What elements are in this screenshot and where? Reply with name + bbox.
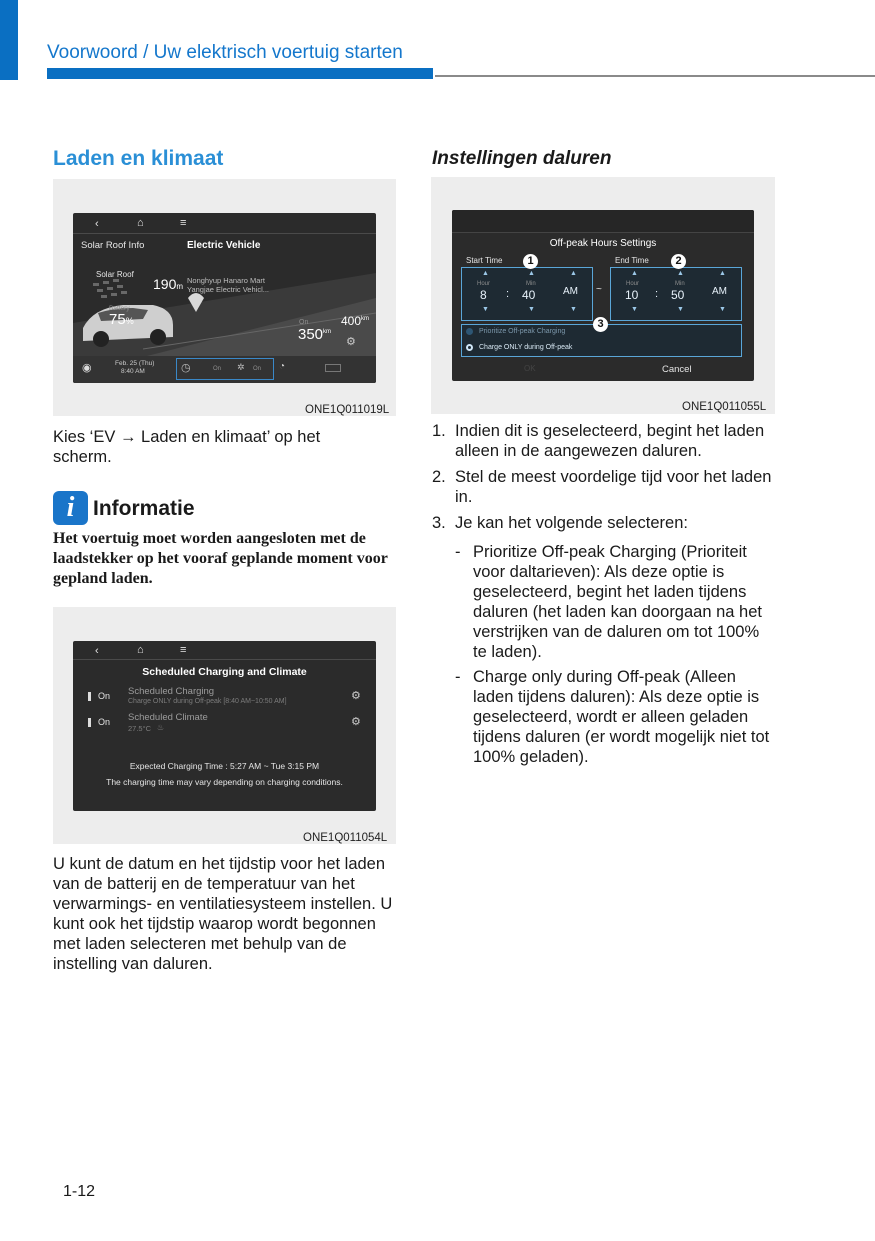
header-rule bbox=[435, 75, 875, 77]
back-icon[interactable]: ‹ bbox=[95, 645, 99, 657]
figure-off-peak-settings bbox=[431, 177, 775, 414]
dimmed-nav bbox=[452, 210, 754, 232]
nav-divider bbox=[73, 233, 376, 234]
end-hour[interactable]: 10 bbox=[625, 288, 639, 302]
battery-label: Battery bbox=[109, 305, 130, 312]
menu-icon[interactable]: ≡ bbox=[180, 217, 187, 229]
gear-icon[interactable]: ⚙ bbox=[346, 336, 356, 348]
start-time-picker[interactable] bbox=[461, 267, 593, 321]
start-minute[interactable]: 40 bbox=[522, 288, 536, 302]
end-time-label: End Time bbox=[615, 256, 649, 265]
start-time-label: Start Time bbox=[466, 256, 503, 265]
distance-unit: m bbox=[176, 282, 184, 291]
timer-icon[interactable]: ◔ bbox=[279, 361, 286, 372]
fan-icon: ✲ bbox=[237, 362, 245, 372]
section-heading: Instellingen daluren bbox=[432, 148, 612, 169]
ampm-down-arrow[interactable]: ▼ bbox=[570, 306, 577, 313]
sub-text: Prioritize Off-peak Charging (Prioriteit voor daltarieven): Als deze optie is geselecteerd, begint het laden tijdens daluren (het laden kan doorgaan na het verstrijken van de daluren om tot 100% te laden). bbox=[473, 543, 762, 661]
hour-label: Hour bbox=[477, 281, 491, 287]
scheduled-charging-detail: Charge ONLY during Off-peak [8:40 AM~10:50 AM] bbox=[128, 698, 287, 705]
sub-dash: - bbox=[455, 668, 461, 686]
toggle-label: On bbox=[98, 717, 111, 727]
nav-divider bbox=[452, 232, 754, 233]
end-ampm[interactable]: AM bbox=[712, 286, 727, 297]
sub-text: Charge only during Off-peak (Alleen laden tijdens daluren): Als deze optie is geselecteerd, wordt er alleen geladen tijdens daluren (er wordt mogelijk niet tot 100% geladen). bbox=[473, 668, 770, 766]
ev-screen bbox=[73, 213, 376, 383]
range-on-value: 400 bbox=[341, 314, 362, 328]
ok-button[interactable]: OK bbox=[524, 364, 536, 373]
tab-electric-vehicle[interactable]: Electric Vehicle bbox=[187, 240, 261, 251]
battery-unit: % bbox=[125, 316, 134, 326]
section-heading: Laden en klimaat bbox=[53, 147, 224, 170]
info-icon bbox=[53, 491, 88, 525]
figure-ev-screen bbox=[53, 179, 396, 416]
scheduled-screen bbox=[73, 641, 376, 811]
off-peak-screen bbox=[452, 210, 754, 381]
option-prioritize[interactable]: Prioritize Off-peak Charging bbox=[479, 328, 566, 335]
power-icon[interactable]: ◉ bbox=[82, 362, 92, 374]
cancel-button[interactable]: Cancel bbox=[662, 364, 692, 375]
step-text: Je kan het volgende selecteren: bbox=[455, 514, 688, 532]
min-down-arrow[interactable]: ▼ bbox=[528, 306, 535, 313]
range-on-readout bbox=[341, 314, 369, 328]
home-icon[interactable]: ⌂ bbox=[137, 217, 144, 229]
scheduled-charging-label: Scheduled Charging bbox=[128, 686, 215, 697]
min-label: Min bbox=[526, 281, 536, 287]
toggle-label: On bbox=[98, 691, 111, 701]
schedule-control[interactable] bbox=[176, 358, 274, 380]
station-name: Nonghyup Hanaro Mart bbox=[187, 276, 265, 285]
figure-caption: ONE1Q011055L bbox=[682, 401, 767, 413]
sub-dash: - bbox=[455, 543, 461, 561]
info-body: Het voertuig moet worden aangesloten met de laadstekker op het vooraf geplande moment voor gepland laden. bbox=[53, 530, 388, 587]
time-text: 8:40 AM bbox=[121, 368, 145, 375]
battery-level bbox=[109, 311, 134, 328]
step-text: Stel de meest voordelige tijd voor het laden in. bbox=[455, 468, 772, 506]
header-tab bbox=[0, 0, 18, 80]
dialog-title: Off-peak Hours Settings bbox=[549, 238, 657, 249]
expected-charging-time: Expected Charging Time : 5:27 AM ~ Tue 3:15 PM bbox=[129, 761, 320, 771]
toggle-switch[interactable] bbox=[88, 718, 91, 727]
figure-caption: ONE1Q011019L bbox=[305, 404, 390, 416]
end-minute[interactable]: 50 bbox=[671, 288, 685, 302]
screen-title: Scheduled Charging and Climate bbox=[142, 666, 307, 678]
radio-prioritize[interactable] bbox=[466, 328, 473, 335]
header-bar bbox=[47, 68, 433, 79]
radio-charge-only[interactable] bbox=[466, 344, 473, 351]
info-icon-glyph: i bbox=[66, 492, 75, 523]
figure-caption: ONE1Q011054L bbox=[303, 832, 388, 844]
range-on-label: On bbox=[299, 319, 309, 326]
step-number: 2. bbox=[432, 468, 446, 486]
battery-value: 75 bbox=[109, 311, 126, 328]
time-separator: : bbox=[506, 288, 510, 300]
end-time-picker[interactable] bbox=[610, 267, 742, 321]
range-on-unit: km bbox=[361, 316, 370, 322]
steps-list bbox=[432, 421, 777, 767]
home-icon[interactable]: ⌂ bbox=[137, 644, 144, 656]
charge-toggle-text: On bbox=[213, 366, 222, 372]
battery-icon bbox=[325, 364, 341, 372]
info-title: Informatie bbox=[93, 497, 195, 520]
start-hour[interactable]: 8 bbox=[480, 288, 487, 302]
scheduled-climate-label: Scheduled Climate bbox=[128, 712, 208, 723]
min-label: Min bbox=[675, 281, 685, 287]
distance-readout bbox=[153, 276, 183, 292]
step-text: Indien dit is geselecteerd, begint het laden alleen in de aangewezen daluren. bbox=[455, 422, 765, 460]
range-readout bbox=[298, 326, 331, 343]
min-up-arrow[interactable]: ▲ bbox=[677, 270, 684, 277]
date-text: Feb. 25 (Thu) bbox=[115, 360, 155, 367]
range-tilde: ~ bbox=[596, 284, 602, 295]
step-item bbox=[432, 467, 777, 507]
callout-3: 3 bbox=[593, 317, 608, 332]
nav-divider bbox=[73, 659, 376, 660]
page-number: 1-12 bbox=[63, 1183, 96, 1200]
hour-label: Hour bbox=[626, 281, 640, 287]
ampm-up-arrow[interactable]: ▲ bbox=[570, 270, 577, 277]
min-down-arrow[interactable]: ▼ bbox=[677, 306, 684, 313]
gear-icon[interactable]: ⚙ bbox=[351, 716, 361, 728]
defrost-icon: ♨ bbox=[157, 723, 165, 732]
hour-down-arrow[interactable]: ▼ bbox=[631, 306, 638, 313]
figure-scheduled-charging bbox=[53, 607, 396, 844]
start-ampm[interactable]: AM bbox=[563, 286, 578, 297]
gear-icon[interactable]: ⚙ bbox=[351, 690, 361, 702]
sub-item bbox=[432, 667, 777, 767]
menu-icon[interactable]: ≡ bbox=[180, 644, 187, 656]
hour-up-arrow[interactable]: ▲ bbox=[631, 270, 638, 277]
hour-up-arrow[interactable]: ▲ bbox=[482, 270, 489, 277]
step-number: 3. bbox=[432, 514, 446, 532]
range-value: 350 bbox=[298, 326, 324, 343]
clock-icon: ◷ bbox=[181, 362, 191, 374]
callout-2: 2 bbox=[671, 254, 686, 269]
header-title: Voorwoord / Uw elektrisch voertuig starten bbox=[47, 42, 403, 63]
back-icon[interactable]: ‹ bbox=[95, 218, 99, 230]
charging-note: The charging time may vary depending on charging conditions. bbox=[106, 777, 343, 787]
min-up-arrow[interactable]: ▲ bbox=[528, 270, 535, 277]
hour-down-arrow[interactable]: ▼ bbox=[482, 306, 489, 313]
distance-value: 190 bbox=[153, 276, 177, 292]
step-item bbox=[432, 513, 777, 533]
step-number: 1. bbox=[432, 422, 446, 440]
callout-1: 1 bbox=[523, 254, 538, 269]
climate-toggle-text: On bbox=[253, 366, 262, 372]
option-charge-only[interactable]: Charge ONLY during Off-peak bbox=[479, 344, 573, 351]
ampm-up-arrow[interactable]: ▲ bbox=[719, 270, 726, 277]
station-detail: Yangjae Electric Vehicl... bbox=[187, 285, 269, 294]
ampm-down-arrow[interactable]: ▼ bbox=[719, 306, 726, 313]
tab-solar-roof-info[interactable]: Solar Roof Info bbox=[81, 240, 145, 251]
range-unit: km bbox=[323, 329, 332, 335]
scheduled-climate-detail: 27.5°C bbox=[128, 724, 152, 733]
instruction-text: Kies ‘EV → Laden en klimaat’ op het scherm. bbox=[53, 428, 321, 466]
time-separator: : bbox=[655, 288, 659, 300]
sub-item bbox=[432, 542, 777, 662]
body-paragraph: U kunt de datum en het tijdstip voor het laden van de batterij en de temperatuur van het verwarmings- en ventilatiesysteem instellen. U kunt ook het tijdstip waarop wordt begonnen met laden selecteren met behulp van de instelling van daluren. bbox=[53, 855, 393, 973]
toggle-switch[interactable] bbox=[88, 692, 91, 701]
solar-roof-label: Solar Roof bbox=[96, 270, 134, 279]
step-item bbox=[432, 421, 777, 461]
